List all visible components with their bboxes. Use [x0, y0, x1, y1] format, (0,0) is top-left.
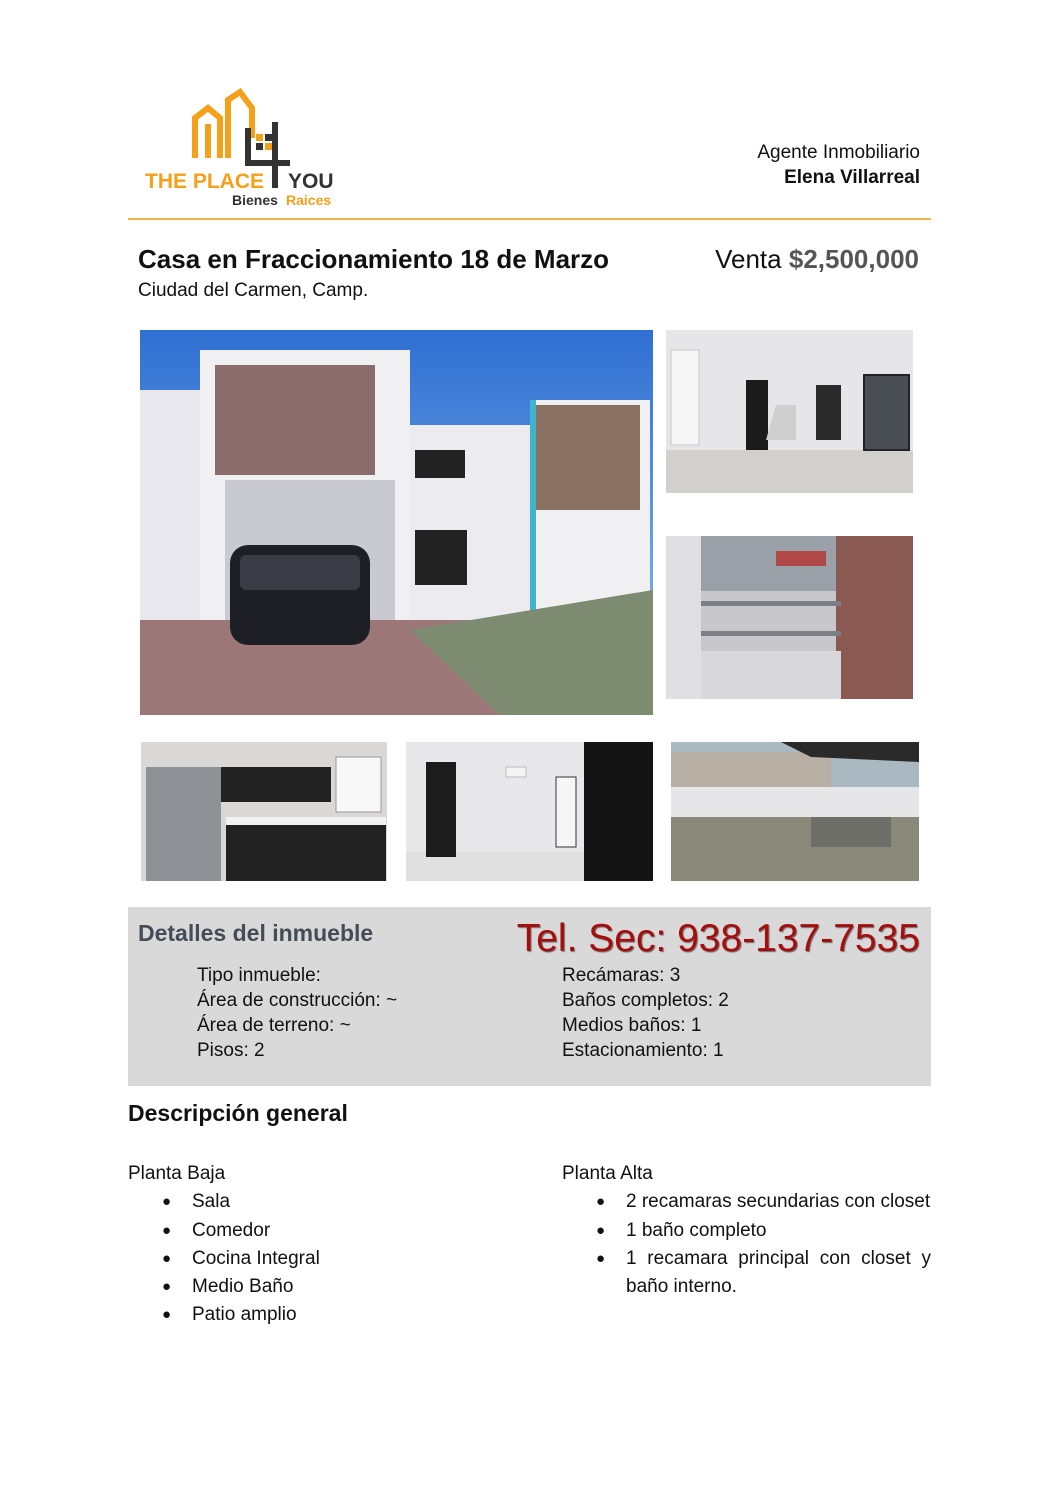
price-label: Venta	[715, 244, 782, 274]
listing-location: Ciudad del Carmen, Camp.	[138, 280, 369, 301]
balcony-photo	[666, 536, 913, 699]
list-item: ● 1 recamara principal con closet y baño interno.	[562, 1245, 931, 1302]
upper-floor-label: Planta Alta	[562, 1163, 653, 1184]
phone-number: Tel. Sec: 938-137-7535	[516, 917, 920, 960]
patio-photo	[671, 742, 919, 881]
kitchen-photo	[141, 742, 387, 881]
agent-name: Elena Villarreal	[784, 167, 920, 188]
list-item: ● Medio Baño	[128, 1273, 488, 1301]
listing-price	[715, 244, 919, 275]
logo-subtitle-1: Bienes	[232, 192, 278, 208]
list-item: ● Patio amplio	[128, 1301, 488, 1329]
detail-parking: Estacionamiento: 1	[562, 1040, 724, 1061]
bedroom-photo	[406, 742, 653, 881]
detail-half-baths: Medios baños: 1	[562, 1015, 702, 1036]
detail-land-area: Área de terreno: ~	[197, 1015, 351, 1036]
detail-full-baths: Baños completos: 2	[562, 990, 729, 1011]
price-value: $2,500,000	[788, 244, 919, 274]
detail-construction-area: Área de construcción: ~	[197, 990, 398, 1011]
detail-floors: Pisos: 2	[197, 1040, 265, 1061]
details-right-column	[562, 963, 729, 1063]
list-item: ● 1 baño completo	[562, 1217, 931, 1245]
list-item: ● 2 recamaras secundarias con closet	[562, 1188, 931, 1216]
logo-subtitle-2: Raices	[286, 192, 332, 208]
details-panel	[128, 907, 931, 1086]
details-title: Detalles del inmueble	[138, 920, 374, 946]
listing-title: Casa en Fraccionamiento 18 de Marzo	[138, 244, 610, 274]
living-room-photo	[666, 330, 913, 493]
ground-floor-section	[128, 1160, 488, 1330]
ground-floor-list	[128, 1188, 488, 1329]
company-logo	[140, 88, 350, 212]
list-item: ● Comedor	[128, 1217, 488, 1245]
list-item: ● Cocina Integral	[128, 1245, 488, 1273]
house-facade-photo	[140, 330, 653, 715]
details-left-column	[197, 963, 397, 1063]
detail-property-type: Tipo inmueble:	[197, 965, 321, 986]
logo-text-left: THE PLACE	[145, 170, 265, 193]
description-title: Descripción general	[128, 1100, 348, 1126]
header-divider	[128, 218, 931, 220]
detail-bedrooms: Recámaras: 3	[562, 965, 681, 986]
agent-info	[757, 140, 920, 190]
upper-floor-section	[562, 1160, 931, 1301]
list-item: ● Sala	[128, 1188, 488, 1216]
logo-text-right: YOU	[288, 170, 334, 193]
agent-label: Agente Inmobiliario	[757, 142, 920, 163]
ground-floor-label: Planta Baja	[128, 1163, 226, 1184]
upper-floor-list	[562, 1188, 931, 1301]
